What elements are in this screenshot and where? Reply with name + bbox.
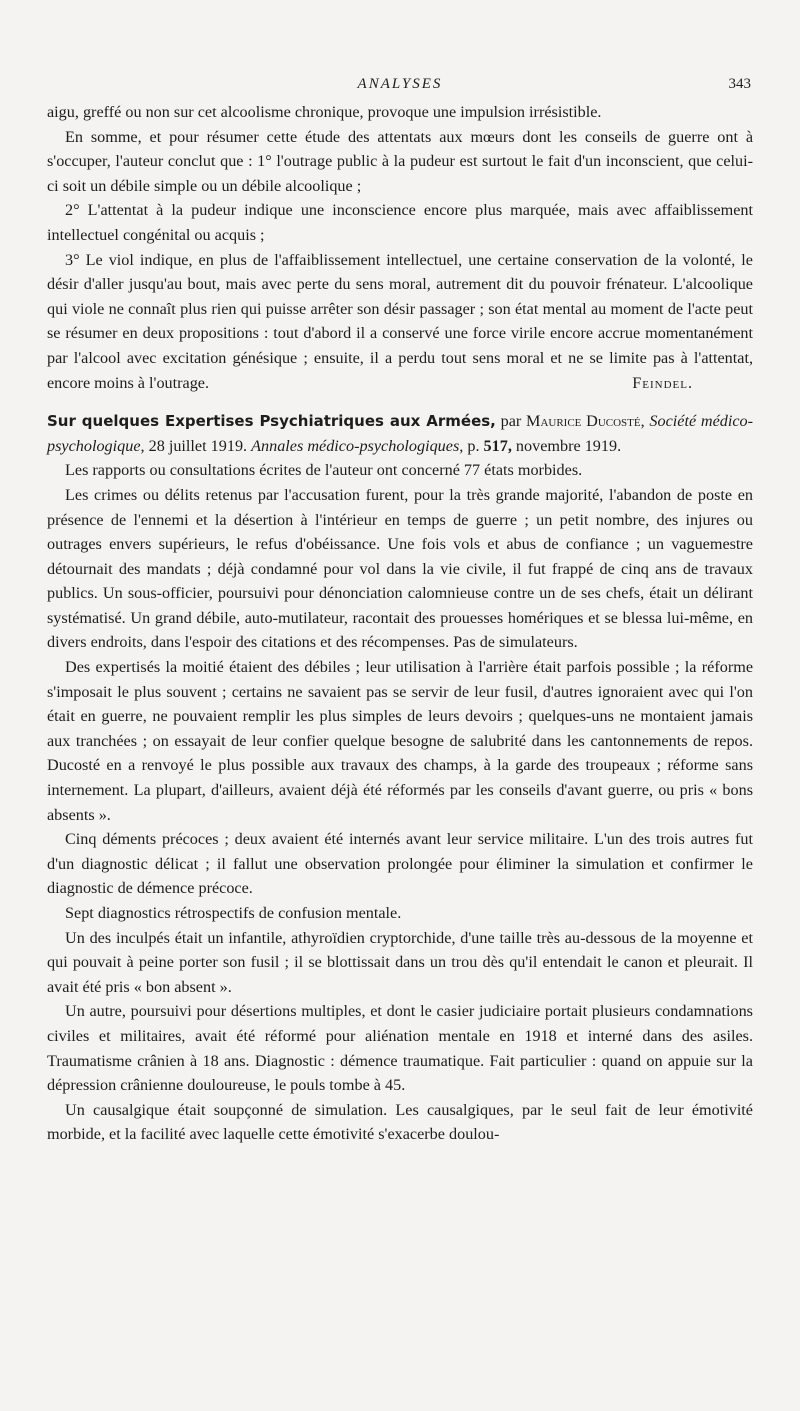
paragraph: Sept diagnostics rétrospectifs de confusion mentale. [65, 904, 402, 922]
review-issue: novembre 1919. [515, 436, 622, 455]
paragraph: Les crimes ou délits retenus par l'accusation furent, pour la très grande majorité, l'abandon de poste en présence de l'ennemi et la désertion à l'intérieur en temps de guerre ; un petit nombre, des injures ou outrages envers supérieurs, le refus d'obéissance. Une fois vols et abus de confiance ; un vaguemestre détournait des mandats ; déjà condamné pour vol dans la vie civile, il fut frappé de cinq ans de travaux publics. Un sous-officier, poursuivi pour dénonciation calomnieuse contre un de ses chefs, était un délirant systématisé. Un grand débile, auto-mutilateur, racontait des prouesses homériques et se blessa lui-même, en divers endroits, dans l'espoir des citations et des récompenses. Pas de simulateurs. [47, 485, 753, 652]
paragraph: Des expertisés la moitié étaient des débiles ; leur utilisation à l'arrière était parfois possible ; la réforme s'imposait le plus souvent ; certains ne savaient pas se servir de leur fusil, d'autres ignoraient avec qui l'on était en guerre, ne pouvaient remplir les plus simples de leurs devoirs ; quelques-uns ne montaient jamais aux tranchées ; on essayait de leur confier quelque besogne de salubrité dans les cantonnements de repos. Ducosté en a renvoyé le plus possible aux travaux des champs, à la garde des troupeaux ; réforme sans internement. La plupart, d'ailleurs, avaient déjà été réformés par les conseils d'avant guerre, ou pris « bons absents ». [47, 658, 753, 824]
reviewer-signature: Feindel. [632, 373, 693, 392]
paragraph: Les rapports ou consultations écrites de l'auteur ont concerné 77 états morbides. [65, 461, 583, 480]
review-date-year: 1919. [210, 436, 248, 455]
paragraph: Un des inculpés était un infantile, athyroïdien cryptorchide, d'une taille très au-dessous de la moyenne et qui pouvait à peine porter son fusil ; il se blottissait dans un trou dès qu'il entendait le canon et pleurait. Il avait été pris « bon absent ». [47, 928, 753, 996]
paragraph: Un autre, poursuivi pour désertions multiples, et dont le casier judiciaire portait plusieurs condamnations civiles et militaires, avait été réformé pour aliénation mentale en 1918 et interné dans des asiles. Traumatisme crânien à 18 ans. Diagnostic : démence traumatique. Fait particulier : quand on appuie sur la dépression crânienne douloureuse, le pouls tombe à 45. [47, 1002, 753, 1095]
review-ducoste [47, 409, 753, 1147]
page-number: 343 [728, 76, 751, 92]
review-journal: Annales médico-psychologiques, [251, 436, 464, 455]
paragraph: aigu, greffé ou non sur cet alcoolisme chronique, provoque une impulsion irrésistible. [47, 103, 602, 121]
paragraph: En somme, et pour résumer cette étude des attentats aux mœurs dont les conseils de guerre ont à s'occuper, l'auteur conclut que : 1° l'outrage public à la pudeur est surtout le fait d'un inconscient, que celui-ci soit un débile simple ou un débile alcoolique ; [47, 127, 753, 195]
review-date-day: 28 juillet [148, 436, 207, 455]
review-heading [47, 409, 753, 458]
paragraph [47, 248, 753, 396]
running-title: ANALYSES [357, 76, 443, 92]
review-society: Société médico-psychologique, [47, 412, 754, 455]
paragraph-text: 3° Le viol indique, en plus de l'affaiblissement intellectuel, une certaine conservation de la volonté, le désir d'aller jusqu'au bout, mais avec perte du sens moral, autrement dit du pouvoir frénateur. L'alcoolique qui viole ne connaît plus rien qui puisse arrêter son désir passager ; son état mental au moment de l'acte peut se résumer en deux propositions : tout d'abord il a conservé une force virile encore accrue momentanément par l'alcool avec excitation génésique ; ensuite, il a perdu tout sens moral et ne se limite pas à l'attentat, encore moins à l'outrage. [47, 250, 753, 392]
paragraph: Un causalgique était soupçonné de simulation. Les causalgiques, par le seul fait de leur émotivité morbide, et la facilité avec laquelle cette émotivité s'exacerbe doulou- [47, 1100, 753, 1144]
review-title: Sur quelques Expertises Psychiatriques aux Armées, [47, 412, 496, 431]
running-header [47, 72, 753, 100]
document-page [47, 72, 753, 1147]
review-author: Maurice Ducosté, [526, 412, 645, 431]
review-page-label: p. [467, 436, 480, 455]
review-feindel [47, 100, 753, 395]
review-page-number: 517, [483, 436, 512, 455]
paragraph: Cinq déments précoces ; deux avaient été internés avant leur service militaire. L'un des trois autres fut d'un diagnostic délicat ; il fallut une observation prolongée pour éliminer la simulation et confirmer le diagnostic de démence précoce. [47, 830, 753, 898]
review-by: par [500, 412, 522, 431]
paragraph: 2° L'attentat à la pudeur indique une inconscience encore plus marquée, mais avec affaiblissement intellectuel congénital ou acquis ; [47, 201, 753, 244]
